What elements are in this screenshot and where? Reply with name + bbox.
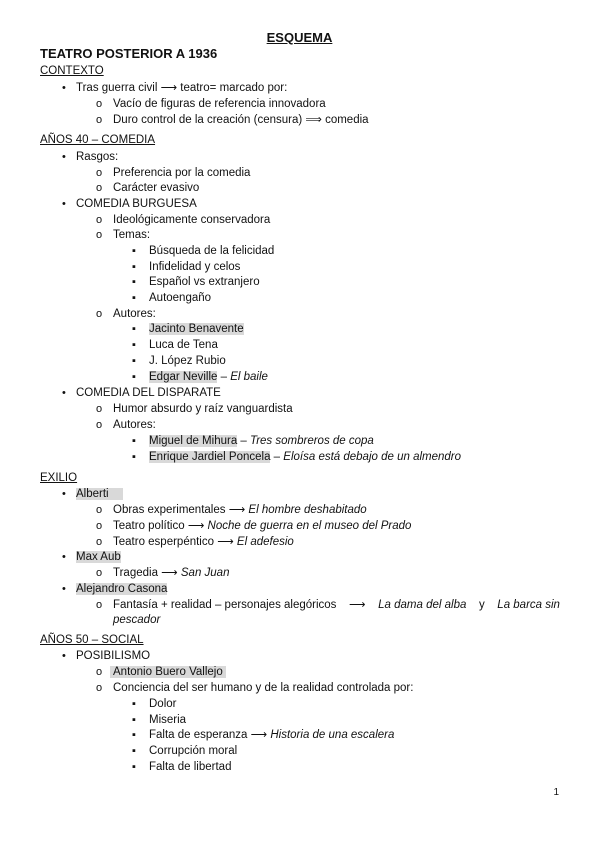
list-item: Autores: xyxy=(113,308,156,320)
list-item: Obras experimentales ⟶ El hombre deshabitado xyxy=(113,504,367,516)
bullet-square-icon: ▪ xyxy=(132,698,136,710)
list-item: Enrique Jardiel Poncela – Eloísa está debajo de un almendro xyxy=(149,451,462,463)
bullet-square-icon: ▪ xyxy=(132,339,136,351)
bullet-circle-icon: o xyxy=(96,419,103,431)
list-item: Tras guerra civil ⟶ teatro= marcado por: xyxy=(76,82,288,94)
section-anos-50: AÑOS 50 – SOCIAL xyxy=(40,634,144,646)
list-item: Autoengaño xyxy=(149,292,212,304)
list-item: Miguel de Mihura – Tres sombreros de copa xyxy=(149,435,374,447)
work-title: La barca sin xyxy=(497,599,560,611)
highlighted-author: Alejandro Casona xyxy=(76,583,168,595)
list-item: J. López Rubio xyxy=(149,355,226,367)
work-title: Eloísa está debajo de un almendro xyxy=(283,451,462,463)
bullet-square-icon: ▪ xyxy=(132,714,136,726)
work-title: El hombre deshabitado xyxy=(248,504,367,516)
list-item: POSIBILISMO xyxy=(76,650,151,662)
list-item: Falta de libertad xyxy=(149,761,232,773)
list-item: COMEDIA DEL DISPARATE xyxy=(76,387,221,399)
list-item: Dolor xyxy=(149,698,177,710)
bullet-circle-icon: o xyxy=(96,98,103,110)
work-title-continuation: pescador xyxy=(113,614,161,626)
list-item: Preferencia por la comedia xyxy=(113,167,251,179)
list-item: Conciencia del ser humano y de la realidad controlada por: xyxy=(113,682,414,694)
work-title: San Juan xyxy=(180,567,230,579)
list-item: Teatro esperpéntico ⟶ El adefesio xyxy=(113,536,294,548)
work-title: El adefesio xyxy=(236,536,294,548)
list-item xyxy=(76,550,121,565)
list-item: Búsqueda de la felicidad xyxy=(149,245,275,257)
bullet-disc-icon: • xyxy=(62,387,66,399)
list-item: Teatro político ⟶ Noche de guerra en el museo del Prado xyxy=(113,520,412,532)
list-item xyxy=(149,322,244,337)
list-item: Duro control de la creación (censura) ⟹ comedia xyxy=(113,114,369,126)
bullet-square-icon: ▪ xyxy=(132,261,136,273)
bullet-circle-icon: o xyxy=(96,114,103,126)
bullet-disc-icon: • xyxy=(62,583,66,595)
section-exilio: EXILIO xyxy=(40,472,78,484)
list-item: Edgar Neville – El baile xyxy=(149,371,268,383)
work-title: Noche de guerra en el museo del Prado xyxy=(207,520,412,532)
bullet-square-icon: ▪ xyxy=(132,245,136,257)
list-item: Miseria xyxy=(149,714,187,726)
bullet-square-icon: ▪ xyxy=(132,292,136,304)
highlighted-author: Enrique Jardiel Poncela xyxy=(149,451,271,463)
section-anos-40: AÑOS 40 – COMEDIA xyxy=(40,134,156,146)
work-title: El baile xyxy=(230,371,268,383)
bullet-circle-icon: o xyxy=(96,308,103,320)
list-item: Autores: xyxy=(113,419,156,431)
bullet-square-icon: ▪ xyxy=(132,355,136,367)
bullet-square-icon: ▪ xyxy=(132,745,136,757)
work-title: Tres sombreros de copa xyxy=(250,435,374,447)
highlighted-author: Antonio Buero Vallejo xyxy=(110,666,226,678)
list-item xyxy=(76,487,123,502)
list-item: Carácter evasivo xyxy=(113,182,200,194)
bullet-circle-icon: o xyxy=(96,214,103,226)
bullet-square-icon: ▪ xyxy=(132,276,136,288)
list-item: Fantasía + realidad – personajes alegóricos ⟶ La dama del alba y La barca sin xyxy=(113,599,560,611)
list-item: Español vs extranjero xyxy=(149,276,260,288)
bullet-circle-icon: o xyxy=(96,599,103,611)
bullet-square-icon: ▪ xyxy=(132,729,136,741)
bullet-circle-icon: o xyxy=(96,536,103,548)
list-item: Vacío de figuras de referencia innovadora xyxy=(113,98,326,110)
bullet-circle-icon: o xyxy=(96,182,103,194)
highlighted-author: Jacinto Benavente xyxy=(149,323,244,335)
list-item: Rasgos: xyxy=(76,151,119,163)
list-item: Falta de esperanza ⟶ Historia de una escalera xyxy=(149,729,395,741)
document-title: ESQUEMA xyxy=(266,30,333,45)
list-item: Ideológicamente conservadora xyxy=(113,214,271,226)
list-item: COMEDIA BURGUESA xyxy=(76,198,197,210)
list-item: Corrupción moral xyxy=(149,745,238,757)
bullet-square-icon: ▪ xyxy=(132,761,136,773)
bullet-disc-icon: • xyxy=(62,151,66,163)
bullet-circle-icon: o xyxy=(96,567,103,579)
bullet-disc-icon: • xyxy=(62,551,66,563)
bullet-circle-icon: o xyxy=(96,229,103,241)
bullet-square-icon: ▪ xyxy=(132,323,136,335)
list-item: Infidelidad y celos xyxy=(149,261,241,273)
bullet-square-icon: ▪ xyxy=(132,371,136,383)
highlighted-author: Max Aub xyxy=(76,551,121,563)
bullet-disc-icon: • xyxy=(62,198,66,210)
list-item xyxy=(110,665,226,680)
highlighted-author: Edgar Neville xyxy=(149,371,218,383)
bullet-disc-icon: • xyxy=(62,82,66,94)
bullet-disc-icon: • xyxy=(62,650,66,662)
bullet-circle-icon: o xyxy=(96,682,103,694)
highlighted-author: Alberti xyxy=(76,488,123,500)
list-item: Tragedia ⟶ San Juan xyxy=(113,567,230,579)
list-item: Humor absurdo y raíz vanguardista xyxy=(113,403,293,415)
bullet-disc-icon: • xyxy=(62,488,66,500)
section-contexto: CONTEXTO xyxy=(40,65,104,77)
work-title: La dama del alba xyxy=(378,599,467,611)
page-number: 1 xyxy=(553,787,559,798)
list-item: Luca de Tena xyxy=(149,339,218,351)
bullet-circle-icon: o xyxy=(96,666,103,678)
work-title: Historia de una escalera xyxy=(270,729,395,741)
bullet-circle-icon: o xyxy=(96,167,103,179)
highlighted-author: Miguel de Mihura xyxy=(149,435,238,447)
bullet-square-icon: ▪ xyxy=(132,451,136,463)
bullet-circle-icon: o xyxy=(96,520,103,532)
list-item xyxy=(76,582,167,597)
list-item: Temas: xyxy=(113,229,151,241)
bullet-circle-icon: o xyxy=(96,403,103,415)
bullet-square-icon: ▪ xyxy=(132,435,136,447)
main-heading: TEATRO POSTERIOR A 1936 xyxy=(40,46,218,61)
bullet-circle-icon: o xyxy=(96,504,103,516)
